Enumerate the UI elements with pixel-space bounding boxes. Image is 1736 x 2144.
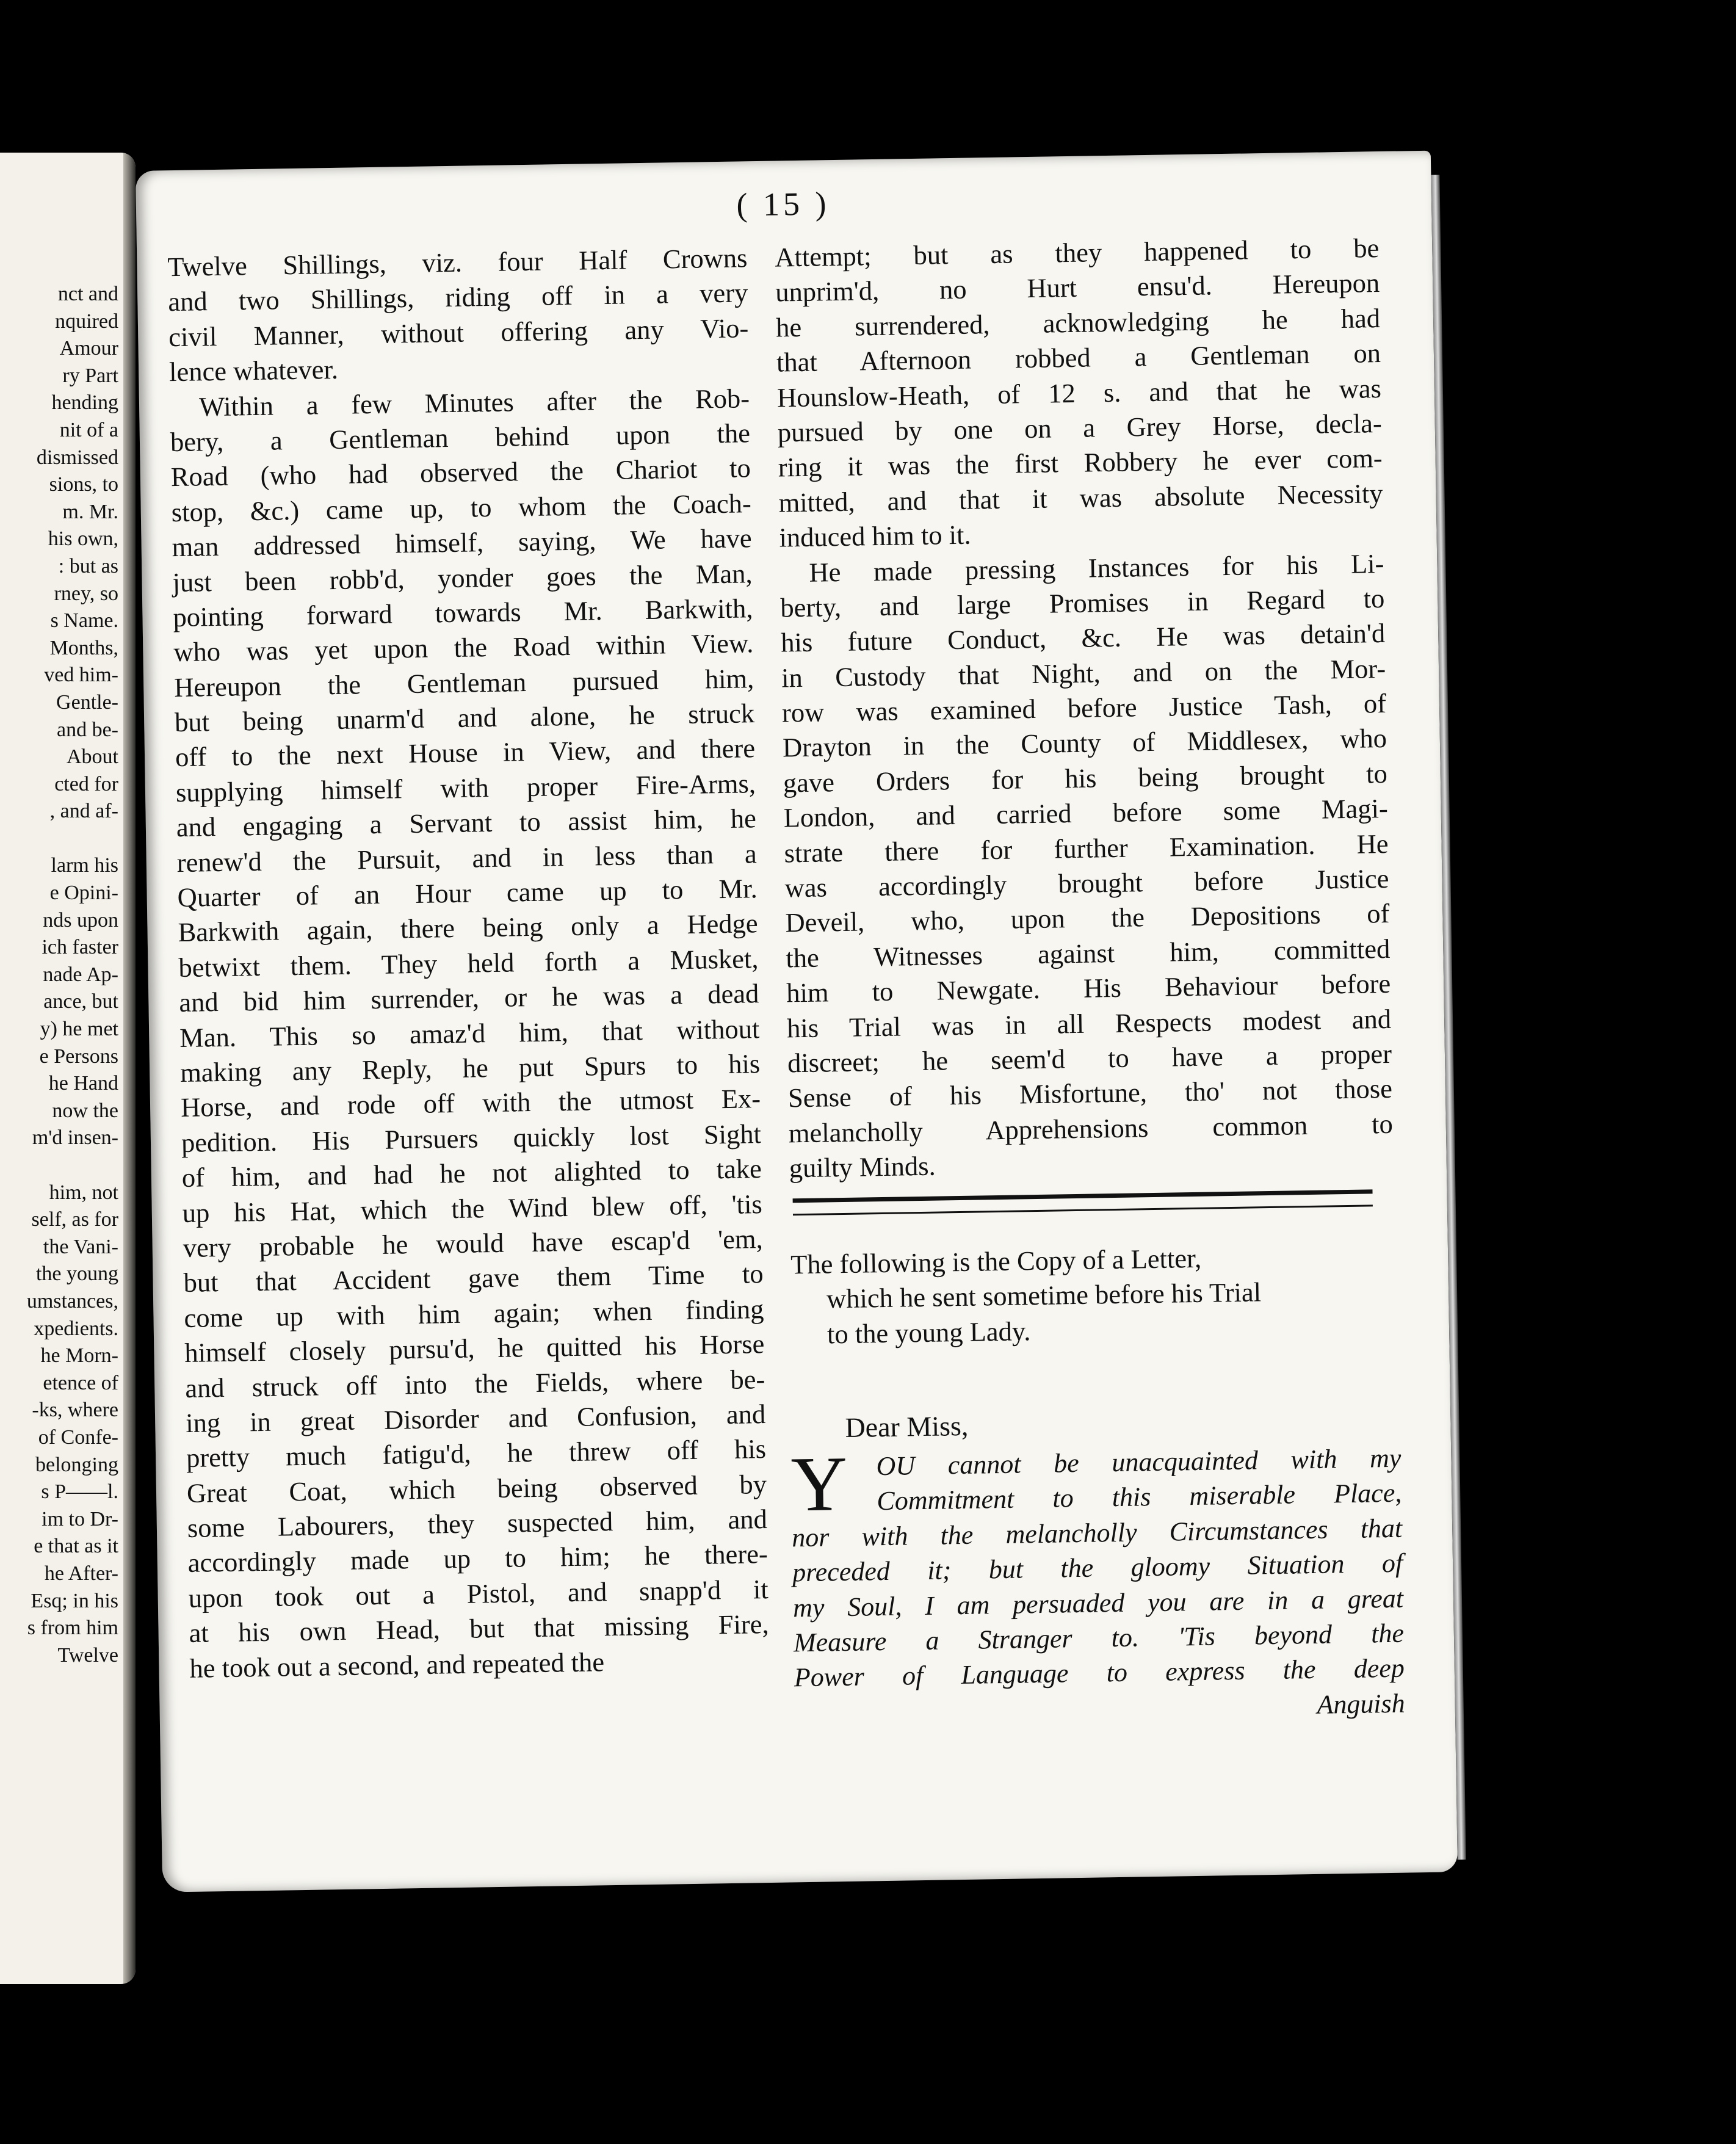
text-line: come up with him again; when finding bbox=[184, 1293, 764, 1333]
left-page-line: e that as it bbox=[34, 1535, 118, 1558]
text-line: Road (who had observed the Chariot to bbox=[170, 452, 751, 493]
text-line: Hounslow-Heath, of 12 s. and that he was bbox=[776, 372, 1382, 413]
text-line: some Labourers, they suspected him, and bbox=[187, 1504, 768, 1543]
left-page-line: e Opini- bbox=[49, 882, 118, 905]
letter-line: preceded it; but the gloomy Situation of bbox=[792, 1548, 1403, 1588]
text-line: just been robb'd, yonder goes the Man, bbox=[172, 557, 753, 598]
text-line: Within a few Minutes after the Rob- bbox=[198, 382, 750, 422]
left-page-line: hending bbox=[51, 391, 118, 415]
text-line: the Witnesses against him, committed bbox=[785, 933, 1391, 974]
text-line: making any Reply, he put Spurs to his bbox=[179, 1048, 761, 1088]
left-page-line: of Confe- bbox=[38, 1425, 118, 1449]
letter-line: Commitment to this miserable Place, bbox=[876, 1478, 1402, 1516]
text-line: Horse, and rode off with the utmost Ex- bbox=[180, 1083, 761, 1123]
text-line: berty, and large Promises in Regard to bbox=[779, 582, 1385, 623]
page-number: ( 15 ) bbox=[736, 185, 830, 223]
letter-body bbox=[790, 1441, 1405, 1731]
text-line: mitted, and that it was absolute Necessity bbox=[778, 477, 1383, 518]
left-page-line: he Morn- bbox=[40, 1344, 118, 1367]
left-page-line: he After- bbox=[44, 1562, 118, 1585]
left-page-line: nquired bbox=[55, 310, 118, 333]
text-line: Attempt; but as they happened to be bbox=[774, 233, 1380, 273]
text-line: at his own Head, but that missing Fire, bbox=[189, 1609, 769, 1649]
text-line: accordingly made up to him; he there- bbox=[187, 1538, 769, 1579]
left-page-line: Gentle- bbox=[56, 690, 118, 714]
text-line: bery, a Gentleman behind upon the bbox=[170, 418, 751, 458]
left-page-line: self, as for bbox=[31, 1208, 118, 1231]
letter-line: Measure a Stranger to. 'Tis beyond the bbox=[793, 1618, 1405, 1658]
left-page-line: ance, but bbox=[43, 990, 118, 1013]
left-page-line: dismissed bbox=[36, 446, 118, 469]
text-line: Hereupon the Gentleman pursued him, bbox=[173, 662, 754, 703]
text-line: upon took out a Pistol, and snapp'd it bbox=[188, 1573, 769, 1613]
text-line: induced him to it. bbox=[779, 519, 971, 553]
book-gutter bbox=[123, 153, 136, 1984]
text-line: He made pressing Instances for his Li- bbox=[809, 548, 1384, 588]
left-page-line: the young bbox=[35, 1262, 118, 1286]
left-page-line: the Vani- bbox=[43, 1235, 118, 1258]
page-edge bbox=[1431, 175, 1466, 1860]
text-line: Quarter of an Hour came up to Mr. bbox=[177, 873, 758, 913]
left-page-line: rney, so bbox=[54, 582, 118, 605]
left-page-line: nds upon bbox=[43, 908, 118, 932]
intro-line: The following is the Copy of a Letter, bbox=[790, 1242, 1202, 1280]
left-page-text bbox=[0, 281, 122, 1669]
text-line: Barkwith again, there being only a Hedge bbox=[178, 908, 758, 948]
text-line: renew'd the Pursuit, and in less than a bbox=[176, 838, 758, 878]
left-page-line: nct and bbox=[57, 283, 118, 305]
text-line: but that Accident gave them Time to bbox=[183, 1258, 764, 1298]
text-line: was accordingly brought before Justice bbox=[784, 863, 1389, 904]
left-page-line: ved him- bbox=[44, 664, 118, 687]
left-page-line: ich faster bbox=[42, 936, 118, 959]
left-page-line: nit of a bbox=[59, 418, 118, 441]
catchword: Anguish bbox=[1317, 1688, 1406, 1720]
right-column-text bbox=[775, 231, 1394, 1186]
left-page-line: im to Dr- bbox=[42, 1507, 118, 1530]
text-line: betwixt them. They held forth a Musket, bbox=[178, 943, 759, 983]
left-page-line bbox=[0, 825, 122, 853]
text-line: he took out a second, and repeated the bbox=[189, 1646, 605, 1684]
text-line: his Trial was in all Respects modest and bbox=[786, 1003, 1392, 1044]
left-page-line: Twelve bbox=[57, 1643, 118, 1667]
left-page-line: : but as bbox=[58, 554, 118, 578]
text-line: pedition. His Pursuers quickly lost Sight bbox=[181, 1118, 762, 1158]
text-line: lence whatever. bbox=[168, 354, 339, 388]
text-line: Drayton in the County of Middlesex, who bbox=[782, 723, 1387, 763]
left-facing-page bbox=[0, 153, 136, 1984]
left-page-line: umstances, bbox=[26, 1289, 118, 1313]
left-page-line: y) he met bbox=[40, 1018, 118, 1041]
letter-salutation: Dear Miss, bbox=[845, 1410, 969, 1443]
left-column-text bbox=[167, 241, 770, 1686]
text-line: Great Coat, which being observed by bbox=[186, 1468, 767, 1508]
text-line: himself closely pursu'd, he quitted his Horse bbox=[184, 1328, 765, 1369]
letter-line: nor with the melancholly Circumstances that bbox=[791, 1513, 1403, 1553]
text-line: but being unarm'd and alone, he struck bbox=[174, 698, 755, 738]
left-page-line: cted for bbox=[54, 772, 118, 795]
intro-line: which he sent sometime before his Trial bbox=[826, 1277, 1262, 1314]
letter-line: my Soul, I am persuaded you are in a great bbox=[792, 1583, 1404, 1623]
left-page-line: larm his bbox=[51, 854, 118, 877]
text-line: ring it was the first Robbery he ever com- bbox=[778, 443, 1383, 483]
left-page-line: his own, bbox=[48, 527, 118, 551]
left-page-line: ry Part bbox=[62, 364, 118, 387]
text-line: gave Orders for his being brought to bbox=[783, 758, 1388, 799]
text-line: that Afternoon robbed a Gentleman on bbox=[776, 338, 1381, 378]
text-line: and two Shillings, riding off in a very bbox=[167, 277, 748, 317]
text-line: civil Manner, without offering any Vio- bbox=[168, 313, 749, 352]
text-line: Sense of his Misfortune, tho' not those bbox=[787, 1073, 1393, 1114]
text-line: strate there for further Examination. He bbox=[784, 828, 1389, 869]
text-line: who was yet upon the Road within View. bbox=[173, 628, 754, 668]
letter-introduction bbox=[790, 1238, 1403, 1353]
intro-line: to the young Lady. bbox=[826, 1316, 1031, 1350]
left-page-line: and be- bbox=[56, 718, 118, 741]
left-page-line: s Name. bbox=[50, 609, 118, 632]
section-divider-rule bbox=[793, 1189, 1373, 1215]
text-line: guilty Minds. bbox=[789, 1150, 936, 1184]
text-line: up his Hat, which the Wind blew off, 'tis bbox=[182, 1188, 763, 1228]
text-line: he surrendered, acknowledging he had bbox=[775, 302, 1381, 343]
text-line: stop, &c.) came up, to whom the Coach- bbox=[171, 487, 752, 527]
text-line: off to the next House in View, and there bbox=[175, 733, 756, 773]
text-line: Twelve Shillings, viz. four Half Crowns bbox=[167, 242, 748, 283]
left-page-line: s P——l. bbox=[41, 1480, 118, 1504]
text-line: his future Conduct, &c. He was detain'd bbox=[780, 618, 1386, 658]
text-line: pretty much fatigu'd, he threw off his bbox=[186, 1433, 767, 1474]
text-line: discreet; he seem'd to have a proper bbox=[787, 1038, 1392, 1079]
left-page-line: About bbox=[67, 745, 118, 769]
text-line: and engaging a Servant to assist him, he bbox=[176, 803, 757, 843]
left-page-line: -ks, where bbox=[32, 1399, 118, 1422]
text-line: melancholly Apprehensions common to bbox=[788, 1108, 1394, 1149]
left-page-line: nade Ap- bbox=[43, 963, 118, 986]
text-line: man addressed himself, saying, We have bbox=[172, 523, 752, 563]
text-line: of him, and had he not alighted to take bbox=[181, 1153, 762, 1193]
text-line: ing in great Disorder and Confusion, and bbox=[185, 1398, 766, 1438]
left-page-line: belonging bbox=[35, 1453, 118, 1476]
text-line: row was examined before Justice Tash, of bbox=[781, 688, 1387, 728]
text-line: very probable he would have escap'd 'em, bbox=[183, 1223, 763, 1263]
letter-dropcap: Y bbox=[790, 1440, 848, 1528]
left-page-line: sions, to bbox=[49, 473, 118, 496]
left-page-line: , and af- bbox=[49, 800, 118, 823]
letter-line: OU cannot be unacquainted with my bbox=[876, 1443, 1401, 1482]
text-line: in Custody that Night, and on the Mor- bbox=[781, 653, 1386, 694]
text-line: Deveil, who, upon the Depositions of bbox=[785, 898, 1390, 938]
left-page-line: him, not bbox=[49, 1181, 118, 1204]
text-line: Man. This so amaz'd him, that without bbox=[179, 1013, 760, 1053]
book-page-15 bbox=[136, 151, 1458, 1892]
left-page-line: etence of bbox=[43, 1371, 118, 1394]
letter-line: Power of Language to express the deep bbox=[794, 1653, 1405, 1693]
text-line: London, and carried before some Magi- bbox=[783, 793, 1389, 833]
text-line: and bid him surrender, or he was a dead bbox=[179, 978, 759, 1018]
text-line: and struck off into the Fields, where be- bbox=[184, 1363, 765, 1403]
text-line: pursued by one on a Grey Horse, decla- bbox=[777, 407, 1383, 448]
left-page-line: Esq; in his bbox=[31, 1589, 118, 1612]
text-line: supplying himself with proper Fire-Arms, bbox=[175, 768, 756, 808]
left-page-line: Months, bbox=[49, 636, 118, 659]
text-line: him to Newgate. His Behaviour before bbox=[786, 968, 1391, 1009]
left-page-line: m. Mr. bbox=[62, 500, 118, 523]
left-page-line: s from him bbox=[27, 1617, 118, 1640]
text-line: unprim'd, no Hurt ensu'd. Hereupon bbox=[775, 267, 1380, 308]
left-page-line: he Hand bbox=[48, 1072, 118, 1095]
left-page-line: Amour bbox=[59, 337, 118, 360]
left-page-line: xpedients. bbox=[34, 1317, 118, 1340]
left-page-line: m'd insen- bbox=[32, 1126, 118, 1150]
left-page-line: now the bbox=[52, 1099, 118, 1122]
left-page-line bbox=[0, 1152, 122, 1179]
text-line: pointing forward towards Mr. Barkwith, bbox=[173, 593, 753, 633]
left-page-line: e Persons bbox=[39, 1045, 118, 1068]
